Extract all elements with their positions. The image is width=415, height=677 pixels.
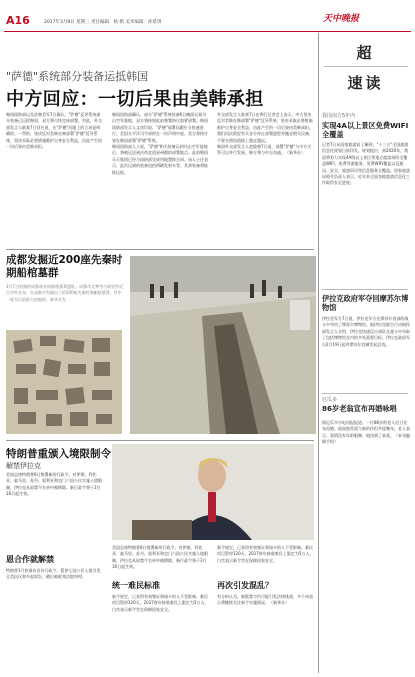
sidebar-rule-1 — [322, 289, 408, 290]
section1-caption: 3月7日拍摄的成都商业街船棺墓葬遗址。成都市文物考古研究所近日对外宣布，在成都市发掘出了约200座先秦时期船棺墓葬，其中一座为目前最大的船棺。新华社发 — [6, 284, 124, 302]
sidebar-item2-body: 伊拉克军方7日说，伊拉克军方在摩苏尔西部的战斗中夺回了摩苏尔博物馆。据伊拉克联合行动指挥部发言人介绍，伊拉克快速反应部队在战斗中夺取了包括博物馆在内的多处重要目标。伊拉克政府军自2月19日起对摩苏尔西城发起总攻。 — [322, 316, 410, 347]
section-rule-2 — [6, 440, 314, 441]
main-paragraph-5: 韩国外交部发言人赵俊赫7日说，部署"萨德"与中方关系可以并行发展。韩方将与中方沟通。（新华社） — [217, 144, 312, 156]
newspaper-logo: 天中晚报 — [323, 14, 360, 24]
sidebar-title-line1: 超 — [356, 44, 375, 62]
section4-body-top: 新令规定，已获得有效签证和绿卡的人不受影响，难民项目暂停120天，2017财年接收难民上限定为5万人。白宫表示新令旨在保障国家安全。 — [217, 545, 314, 563]
section2-body: 美国总统特朗普6日签署新的行政令，对伊朗、利比亚、索马里、苏丹、叙利亚和也门六国公民实施入境限制，伊拉克从原禁令名单中被移除。新行政令将于3月16日起生效。 — [6, 472, 102, 497]
main-paragraph-1: 韩国国防部以及驻韩美军7日确认，"萨德"反导系统部分装备已运抵韩国，双方将尽快完成部署。对此，外交部发言人耿爽7日回应说，在"萨德"问题上的立场是明确的、一贯的，坚决反对美韩在韩部署"萨德"反导系统，坚决采取必要措施维护自身安全利益，由此产生的一切后果由美韩承担。 — [6, 112, 102, 150]
section4-body: 有分析认为，新版禁令仍可能引发法律挑战，多个州表示将继续关注新令实施情况。（新华社） — [217, 594, 313, 606]
section-rule-1 — [6, 249, 314, 250]
sidebar-divider — [318, 33, 319, 673]
main-paragraph-3: 韩国国防部人士说，"萨德"相关装备运到乌山空军基地后，将被运送到庆尚北道星州郡的部署地点。此前韩国乐天集团已经与国防部完成用地置换合同。该人士还表示，此次运到的装备包括两辆发射车等，其余装备将陆续运抵。 — [112, 144, 208, 175]
trump-photo — [112, 444, 314, 540]
main-kicker: "萨德"系统部分装备运抵韩国 — [6, 70, 149, 83]
main-paragraph-2: 韩国国防部确认，部分"萨德"系统装备6日晚间运抵乌山空军基地，双方将按照此前签署协议加紧部署。韩国国防部发言人文尚均说，"萨德"部署问题应当快速进行。美国太平洋司令部则在一份声明中说，美方将按计划在韩国部署"萨德"系统。 — [112, 112, 208, 143]
sidebar-item2-headline: 伊拉克政府军夺回摩苏尔博物馆 — [322, 294, 409, 312]
section2-sub1-body: 特朗普1月底颁布首份行政令，暂停七国公民入境引发全美抗议和多起诉讼，随后被联邦法院叫停。 — [6, 568, 101, 580]
section2-subtitle: 解禁伊拉克 — [6, 462, 41, 470]
sidebar-title-line2: 速读 — [347, 74, 384, 92]
main-headline: 中方回应：一切后果由美韩承担 — [6, 89, 264, 110]
artifacts-photo — [6, 330, 122, 434]
sidebar-item3-kicker: 厄瓜多 — [322, 397, 338, 403]
section1-title: 成都发掘近200座先秦时期船棺墓群 — [6, 254, 123, 279]
main-column-1 — [6, 112, 104, 246]
sidebar-title-rule — [324, 66, 408, 67]
sidebar-item1-headline: 实现4A以上景区免费WIFI全覆盖 — [322, 121, 409, 139]
main-paragraph-4: 外交部发言人耿爽7日在例行记者会上表示，中方坚决反对美韩在韩部署"萨德"反导系统，坚决采取必要措施维护自身安全利益，由此产生的一切后果由美韩承担。我们再次敦促有关各方停止部署进程并撤走相关设备，不要在错误道路上越走越远。 — [217, 112, 313, 143]
section3-body-top: 美国总统特朗普6日签署新的行政令，对伊朗、利比亚、索马里、苏丹、叙利亚和也门六国公民实施入境限制，伊拉克从原禁令名单中被移除。新行政令将于3月16日起生效。 — [112, 545, 208, 570]
section2-sub1: 恩合作就解禁 — [6, 555, 54, 564]
header-rule — [4, 31, 411, 32]
sidebar-item1-body: 记者7日从国家旅游局了解到，"十三五"全国旅游信息化规划日前印发。规划提出，到2020年，我国将努力实现4A级以上景区等重点旅游场所全覆盖WIFI，免费导游服务、免费WIFI覆盖以及通讯、安全、旅游资讯等信息服务全覆盖。国家旅游局相关负责人表示，近年来全国各地旅游信息化工作取得长足进展。 — [322, 142, 410, 186]
section4-sub: 再次引发混乱？ — [217, 581, 273, 590]
main-column-3 — [217, 112, 315, 246]
sidebar-item3-body: 据厄瓜多尔电讯报报道，一位86岁的老人近日宣布再婚，他说他希望与新的伴侣共度晚年。老人表示，爱情没有年龄限制，他找到了真爱。（本刊编辑手机） — [322, 420, 410, 445]
main-column-2 — [112, 112, 210, 246]
excavation-photo — [130, 256, 316, 434]
section3-sub: 统一难民标准 — [112, 581, 160, 590]
sidebar-item1-kicker: 我国南方5年内 — [322, 113, 356, 119]
page-meta: 2017年3月8日 星期三 责任编辑：杨 帆 美术编辑：孙希琪 — [44, 20, 162, 25]
section2-title: 特朗普重颁入境限制令 — [6, 448, 111, 460]
sidebar-item3-headline: 86岁老翁宣布再婚咏唱 — [322, 404, 397, 413]
page-number: A16 — [6, 14, 30, 27]
section3-body: 新令规定，已获得有效签证和绿卡的人不受影响，难民项目暂停120天，2017财年接收难民上限定为5万人。白宫表示新令旨在保障国家安全。 — [112, 594, 209, 612]
sidebar-rule-2 — [322, 393, 408, 394]
